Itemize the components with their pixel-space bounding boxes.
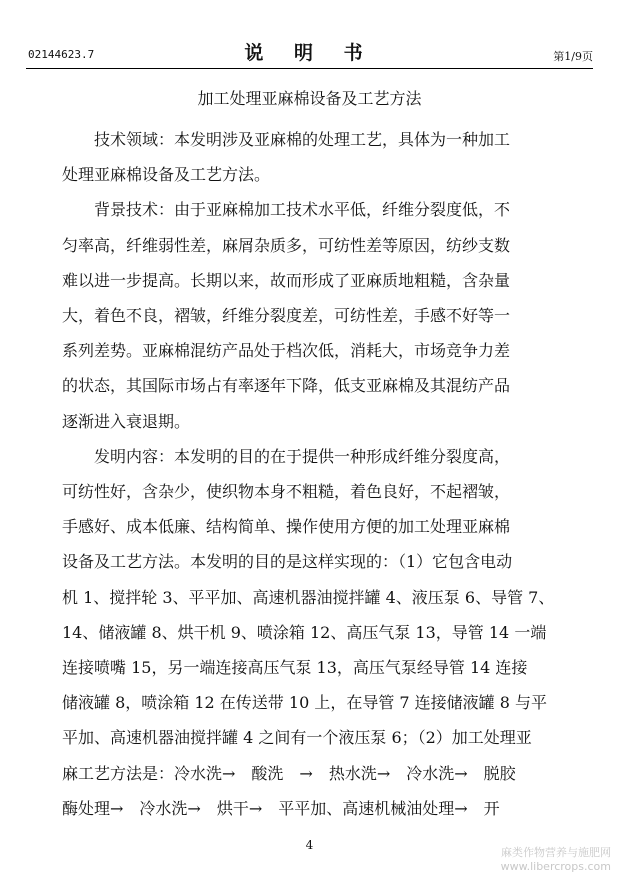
body-line: 大，着色不良，褶皱，纤维分裂度差，可纺性差，手感不好等一 — [62, 306, 511, 325]
page-header — [0, 36, 619, 66]
body-line: 的状态，其国际市场占有率逐年下降，低支亚麻棉及其混纺产品 — [62, 376, 511, 396]
application-number: 02144623.7 — [28, 48, 95, 61]
page-number: 4 — [305, 838, 314, 852]
document-title: 加工处理亚麻棉设备及工艺方法 — [197, 89, 422, 108]
body-line: 平加、高速机器油搅拌罐 4 之间有一个液压泵 6；（2）加工处理亚 — [62, 728, 532, 748]
watermark-line-2: www.libercrops.com — [500, 860, 611, 873]
body-line: 匀率高，纤维弱性差，麻屑杂质多，可纺性差等原因，纺纱支数 — [62, 235, 511, 255]
body-line: 发明内容：本发明的目的在于提供一种形成纤维分裂度高， — [62, 446, 511, 466]
body-line: 酶处理→ 冷水洗→ 烘干→ 平平加、高速机械油处理→ 开 — [62, 798, 500, 818]
watermark — [501, 846, 611, 874]
header-rule — [26, 68, 593, 69]
body-line: 连接喷嘴 15，另一端连接高压气泵 13，高压气泵经导管 14 连接 — [62, 658, 528, 677]
body-line: 系列差势。亚麻棉混纺产品处于档次低，消耗大，市场竞争力差 — [62, 341, 511, 361]
body-line: 手感好、成本低廉、结构简单、操作使用方便的加工处理亚麻棉 — [62, 517, 511, 537]
page-indicator: 第1/9页 — [553, 50, 593, 63]
document-type-title: 说 明 书 — [244, 42, 375, 64]
body-line: 难以进一步提高。长期以来，故而形成了亚麻质地粗糙，含杂量 — [62, 270, 511, 290]
body-line: 设备及工艺方法。本发明的目的是这样实现的：（1）它包含电动 — [62, 552, 513, 572]
body-line: 逐渐进入衰退期。 — [62, 411, 191, 431]
body-line: 可纺性好，含杂少，使织物本身不粗糙，着色良好，不起褶皱， — [62, 482, 511, 501]
body-line: 技术领域：本发明涉及亚麻棉的处理工艺，具体为一种加工 — [62, 130, 511, 149]
body-line: 机 1、搅拌轮 3、平平加、高速机器油搅拌罐 4、液压泵 6、导管 7、 — [62, 587, 555, 607]
watermark-line-1: 麻类作物营养与施肥网 — [501, 846, 611, 859]
body-line: 储液罐 8，喷涂箱 12 在传送带 10 上，在导管 7 连接储液罐 8 与平 — [62, 693, 548, 713]
body-line: 背景技术：由于亚麻棉加工技术水平低，纤维分裂度低，不 — [62, 200, 511, 220]
body-line: 14、储液罐 8、烘干机 9、喷涂箱 12、高压气泵 13，导管 14 一端 — [62, 622, 547, 642]
body-line: 处理亚麻棉设备及工艺方法。 — [62, 165, 271, 185]
body-line: 麻工艺方法是：冷水洗→ 酸洗 → 热水洗→ 冷水洗→ 脱胶 — [62, 763, 516, 783]
